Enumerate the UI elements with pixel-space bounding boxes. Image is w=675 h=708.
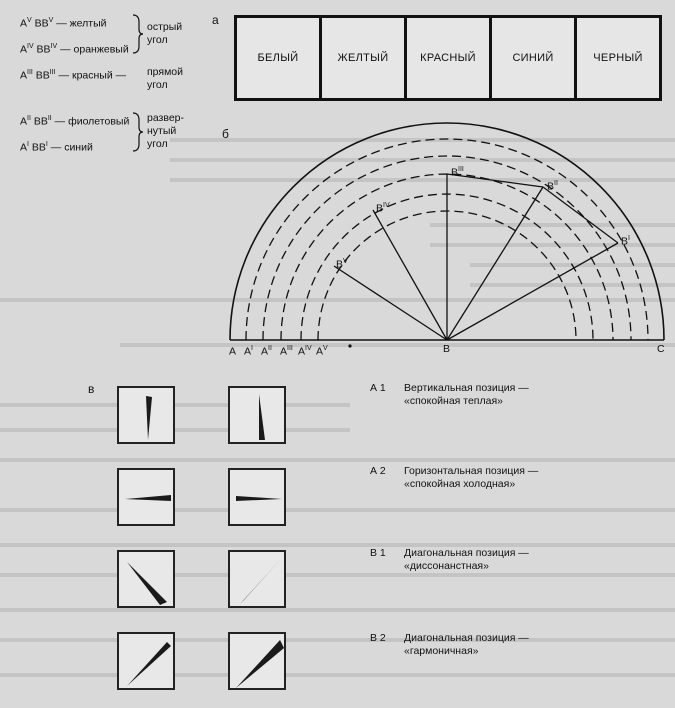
point-b4-label	[376, 199, 390, 216]
point-base: B	[547, 180, 555, 193]
panel-a-label: а	[212, 13, 219, 27]
note-line: развер-	[147, 112, 185, 124]
legend-a: A	[20, 17, 28, 30]
note-line: нутый	[147, 125, 177, 137]
angle-outline-b2-b1	[543, 187, 618, 243]
legend-a-sup: III	[27, 69, 33, 76]
point-b3-label	[451, 163, 464, 180]
desc-line2: «спокойная холодная»	[404, 478, 516, 490]
axis-base: A	[244, 345, 252, 358]
legend-a-sup: V	[27, 17, 32, 24]
legend-a-sup: IV	[27, 43, 34, 50]
legend-text: — синий	[47, 141, 93, 154]
axis-label-a5	[316, 342, 328, 359]
desc-line2: «диссонанстная»	[404, 560, 489, 572]
legend-a: A	[20, 141, 28, 154]
desc-line1: Диагональная позиция —	[404, 632, 529, 644]
radius-b5	[334, 266, 447, 340]
legend-text: — оранжевый	[57, 43, 129, 56]
note-line: угол	[147, 34, 168, 46]
point-b2-label	[547, 177, 558, 194]
legend-a-sup: I	[27, 141, 29, 148]
wedge	[125, 495, 171, 501]
point-sup: I	[628, 235, 630, 242]
desc-line1: Горизонтальная позиция —	[404, 465, 539, 477]
panel-b-label: б	[222, 127, 229, 141]
axis-sup: II	[268, 345, 272, 352]
axis-base: A	[298, 345, 306, 358]
square-b2-left	[117, 632, 175, 690]
center-label-b: B	[443, 343, 451, 355]
note-line: острый	[147, 21, 183, 33]
legend-b-sup: IV	[50, 43, 58, 50]
axis-label-a4	[298, 342, 312, 359]
square-a1-right	[228, 386, 286, 444]
point-sup: III	[458, 166, 464, 173]
axis-base: A	[280, 345, 288, 358]
description-b2	[370, 632, 529, 658]
panel-v-label: в	[88, 382, 95, 396]
axis-base: A	[316, 345, 324, 358]
legend-b-sup: I	[45, 141, 48, 148]
point-base: B	[336, 258, 344, 271]
axis-sup: I	[251, 345, 253, 352]
legend-b-sup: V	[48, 17, 54, 24]
point-sup: II	[554, 180, 558, 187]
legend-b: BB	[32, 69, 50, 82]
square-b1-left	[117, 550, 175, 608]
description-a1	[370, 382, 529, 408]
note-line: прямой	[147, 66, 184, 78]
wedge	[127, 562, 167, 605]
radius-b2	[447, 187, 543, 340]
radius-b4	[373, 210, 447, 340]
axis-base: A	[261, 345, 269, 358]
point-base: B	[451, 166, 459, 179]
desc-code: А 1	[370, 382, 386, 394]
axis-label-a	[229, 342, 236, 359]
legend-b: BB	[30, 115, 48, 128]
desc-code: В 2	[370, 632, 386, 644]
desc-line1: Вертикальная позиция —	[404, 382, 529, 394]
wedge	[236, 640, 284, 688]
desc-code: А 2	[370, 465, 386, 477]
desc-code: В 1	[370, 547, 386, 559]
axis-sup: III	[287, 345, 293, 352]
description-b1	[370, 547, 529, 573]
axis-sup: IV	[305, 345, 312, 352]
swatch-blue: СИНИЙ	[492, 18, 577, 98]
swatch-red: КРАСНЫЙ	[407, 18, 492, 98]
axis-label-a2	[261, 342, 272, 359]
swatch-yellow: ЖЕЛТЫЙ	[322, 18, 407, 98]
description-a2	[370, 465, 538, 491]
legend-b-sup: II	[47, 115, 52, 122]
swatch-white: БЕЛЫЙ	[237, 18, 322, 98]
point-sup: IV	[383, 202, 390, 209]
baseline-dot	[348, 344, 351, 347]
wedge	[146, 396, 152, 440]
point-b5-label	[336, 255, 348, 272]
radius-b1	[447, 243, 618, 340]
point-base: B	[621, 235, 629, 248]
legend-text: — красный —	[55, 69, 127, 82]
note-line: угол	[147, 138, 168, 150]
legend-a: A	[20, 115, 28, 128]
end-label-c: C	[657, 343, 665, 355]
axis-label-a3	[280, 342, 293, 359]
square-a1-left	[117, 386, 175, 444]
axis-base: A	[229, 345, 237, 358]
legend-b: BB	[33, 43, 51, 56]
legend-a-sup: II	[27, 115, 31, 122]
square-b2-right	[228, 632, 286, 690]
square-a2-right	[228, 468, 286, 526]
legend-text: — фиолетовый	[51, 115, 130, 128]
axis-sup: V	[323, 345, 328, 352]
legend-b-sup: III	[49, 69, 56, 76]
point-base: B	[376, 202, 384, 215]
square-b1-right	[228, 550, 286, 608]
wedge	[240, 560, 280, 604]
legend-a: A	[20, 69, 28, 82]
legend-a: A	[20, 43, 28, 56]
legend-text: — желтый	[53, 17, 107, 30]
point-b1-label	[621, 232, 630, 249]
axis-label-a1	[244, 342, 253, 359]
note-line: угол	[147, 79, 168, 91]
legend-b: BB	[28, 141, 46, 154]
wedge	[127, 642, 171, 686]
legend-b: BB	[31, 17, 49, 30]
wedge	[259, 394, 265, 440]
desc-line2: «гармоничная»	[404, 645, 479, 657]
desc-line2: «спокойная теплая»	[404, 395, 503, 407]
point-sup: V	[343, 258, 348, 265]
swatch-black: ЧЕРНЫЙ	[593, 52, 643, 64]
desc-line1: Диагональная позиция —	[404, 547, 529, 559]
wedge	[236, 496, 282, 501]
square-a2-left	[117, 468, 175, 526]
